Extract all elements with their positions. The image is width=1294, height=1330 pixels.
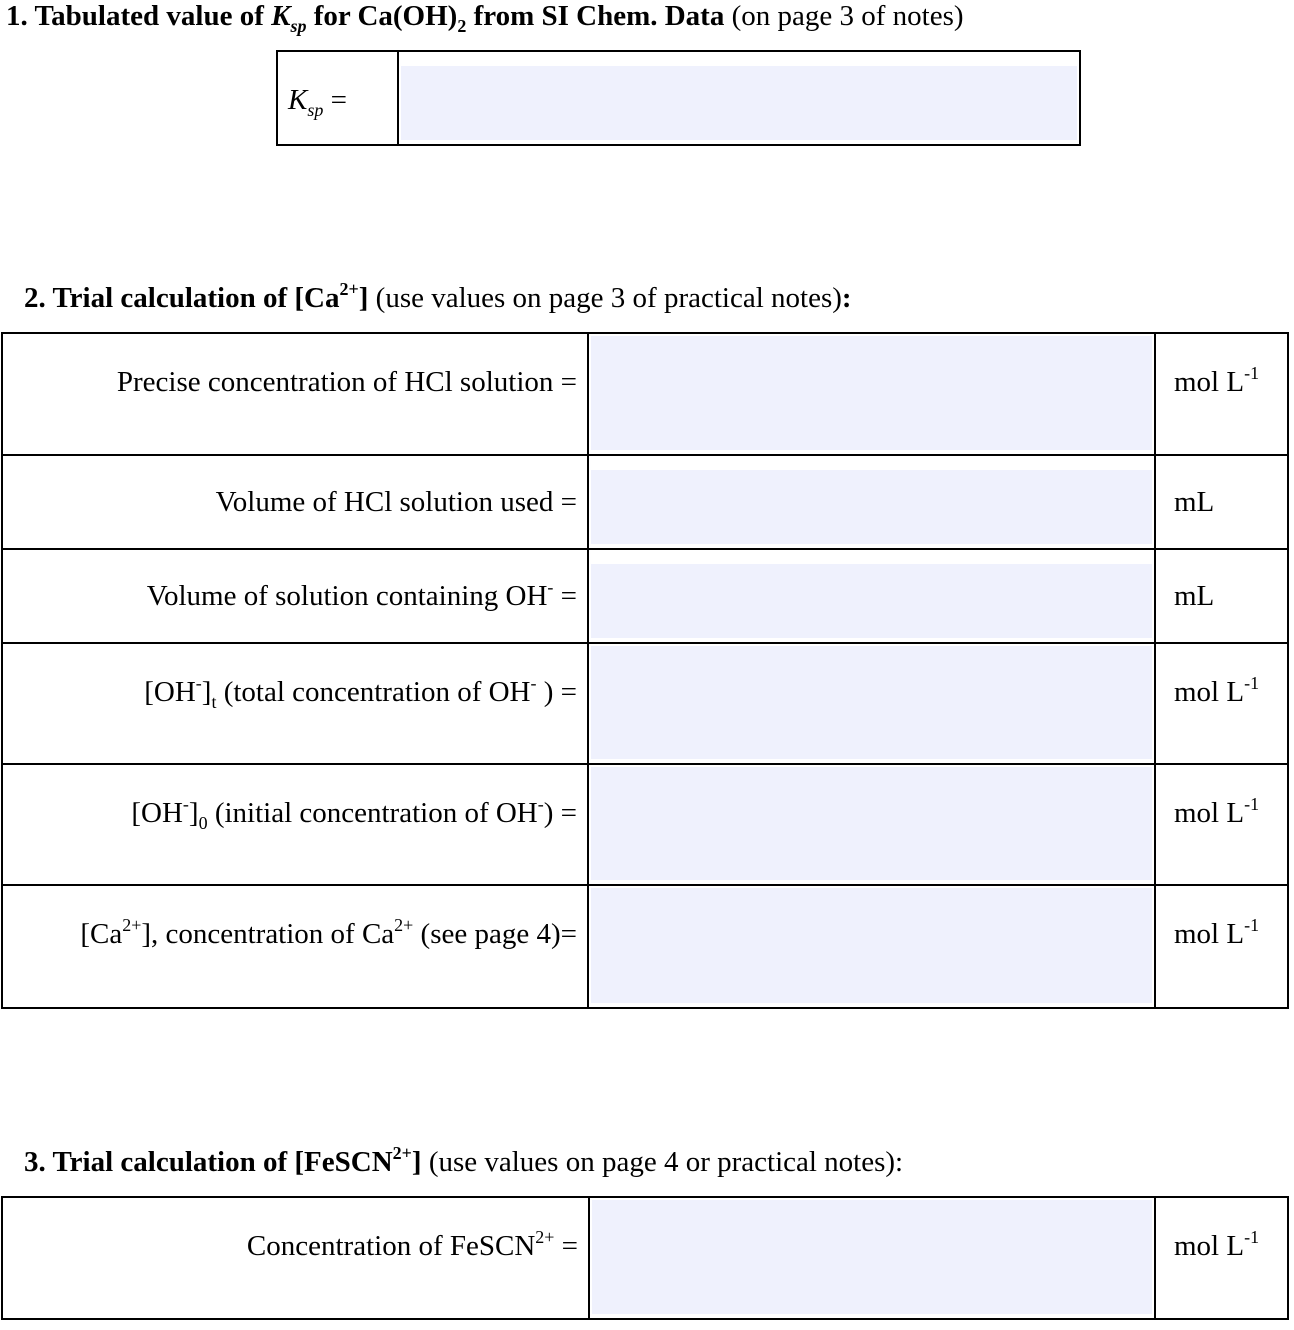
label-sub: t	[211, 691, 217, 712]
label-text: =	[554, 1230, 578, 1262]
label-sup: -	[547, 577, 554, 598]
ksp-field-cell	[398, 51, 1080, 145]
ksp-table	[276, 50, 1081, 146]
fescn-calculation-table	[1, 1196, 1289, 1320]
label-text: [OH	[131, 797, 183, 829]
unit-text: mol L	[1174, 676, 1245, 708]
label-text: ) =	[536, 676, 577, 708]
row-label	[2, 643, 588, 764]
label-sup: 2+	[394, 915, 414, 936]
label-text: [Ca	[80, 918, 123, 950]
section-3-title-sup: 2+	[392, 1143, 412, 1164]
row-unit	[1155, 333, 1288, 455]
section-1-k: K	[271, 0, 291, 32]
table-row	[2, 455, 1288, 549]
field-cell	[588, 333, 1155, 455]
section-1-title-sub: 2	[457, 15, 467, 36]
label-text: Volume of solution containing OH	[146, 580, 548, 612]
ksp-label-sub: sp	[307, 99, 324, 120]
fescn-concentration-input[interactable]	[592, 1200, 1152, 1314]
label-text: Volume of HCl solution used =	[215, 486, 577, 518]
label-sub: 0	[198, 812, 208, 833]
label-text: [OH	[144, 676, 196, 708]
row-unit	[1155, 455, 1288, 549]
ksp-label-k: K	[288, 84, 308, 116]
section-2-title-note: (use values on page 3 of practical notes)	[375, 282, 842, 314]
unit-sup: -1	[1244, 1227, 1260, 1248]
label-text: ], concentration of Ca	[141, 918, 395, 950]
field-cell	[588, 549, 1155, 643]
section-1-number: 1.	[6, 0, 28, 32]
ksp-label-eq: =	[330, 84, 347, 116]
unit-sup: -1	[1244, 915, 1260, 936]
section-1-title-a: Tabulated value of	[34, 0, 264, 32]
section-2-heading	[24, 279, 852, 314]
hcl-concentration-input[interactable]	[591, 336, 1152, 450]
table-row	[2, 1197, 1288, 1319]
field-cell	[588, 764, 1155, 885]
unit-text: mol L	[1174, 1230, 1245, 1262]
section-2-title-sup: 2+	[339, 279, 359, 300]
section-2-title-colon: :	[841, 282, 852, 314]
field-cell	[588, 885, 1155, 1008]
ksp-input[interactable]	[401, 66, 1077, 140]
row-label	[2, 764, 588, 885]
table-row	[2, 549, 1288, 643]
section-2-number: 2.	[24, 282, 46, 314]
table-row	[2, 764, 1288, 885]
oh-initial-concentration-input[interactable]	[591, 767, 1152, 880]
section-1-title-note: (on page 3 of notes)	[731, 0, 964, 32]
label-sup: -	[530, 673, 537, 694]
section-1-title-c: from SI Chem. Data	[473, 0, 725, 32]
section-3-title-note: (use values on page 4 or practical notes):	[428, 1146, 904, 1178]
field-cell	[589, 1197, 1155, 1319]
section-3-number: 3.	[24, 1146, 46, 1178]
unit-sup: -1	[1244, 673, 1260, 694]
label-text: ) =	[543, 797, 577, 829]
ca-calculation-table	[1, 332, 1289, 1009]
section-3-title-a: Trial calculation of [FeSCN	[52, 1146, 393, 1178]
table-row	[2, 643, 1288, 764]
label-text: Concentration of FeSCN	[246, 1230, 536, 1262]
section-1-title-b: for Ca(OH)	[313, 0, 458, 32]
unit-sup: -1	[1244, 363, 1260, 384]
label-sup: 2+	[122, 915, 142, 936]
ca-concentration-input[interactable]	[591, 888, 1152, 1003]
row-unit	[1155, 1197, 1288, 1319]
field-cell	[588, 643, 1155, 764]
label-text: ]	[201, 676, 212, 708]
row-label	[2, 333, 588, 455]
hcl-volume-input[interactable]	[591, 470, 1152, 544]
row-unit	[1155, 549, 1288, 643]
label-text: ]	[188, 797, 199, 829]
section-2-title-a: Trial calculation of [Ca	[52, 282, 340, 314]
row-label	[2, 1197, 589, 1319]
row-label	[2, 455, 588, 549]
unit-sup: -1	[1244, 794, 1260, 815]
label-text: =	[553, 580, 577, 612]
label-text: Precise concentration of HCl solution =	[116, 366, 577, 398]
row-unit	[1155, 764, 1288, 885]
label-sup: -	[195, 673, 202, 694]
row-unit	[1155, 643, 1288, 764]
unit-text: mol L	[1174, 366, 1245, 398]
row-unit	[1155, 885, 1288, 1008]
section-3-heading	[24, 1143, 904, 1178]
row-label	[2, 885, 588, 1008]
label-text: (total concentration of OH	[216, 676, 531, 708]
field-cell	[588, 455, 1155, 549]
oh-total-concentration-input[interactable]	[591, 646, 1152, 759]
unit-text: mL	[1174, 580, 1215, 612]
section-3-title-b: ]	[411, 1146, 422, 1178]
unit-text: mol L	[1174, 918, 1245, 950]
label-sup: 2+	[535, 1227, 555, 1248]
unit-text: mol L	[1174, 797, 1245, 829]
ksp-label	[277, 51, 398, 145]
label-text: (see page 4)=	[413, 918, 577, 950]
section-1-k-sub: sp	[290, 15, 307, 36]
unit-text: mL	[1174, 486, 1215, 518]
section-1-heading	[6, 0, 964, 36]
label-sup: -	[537, 794, 544, 815]
row-label	[2, 549, 588, 643]
table-row	[2, 885, 1288, 1008]
table-row	[2, 333, 1288, 455]
section-2-title-b: ]	[358, 282, 369, 314]
label-sup: -	[182, 794, 189, 815]
oh-solution-volume-input[interactable]	[591, 564, 1152, 638]
label-text: (initial concentration of OH	[207, 797, 538, 829]
